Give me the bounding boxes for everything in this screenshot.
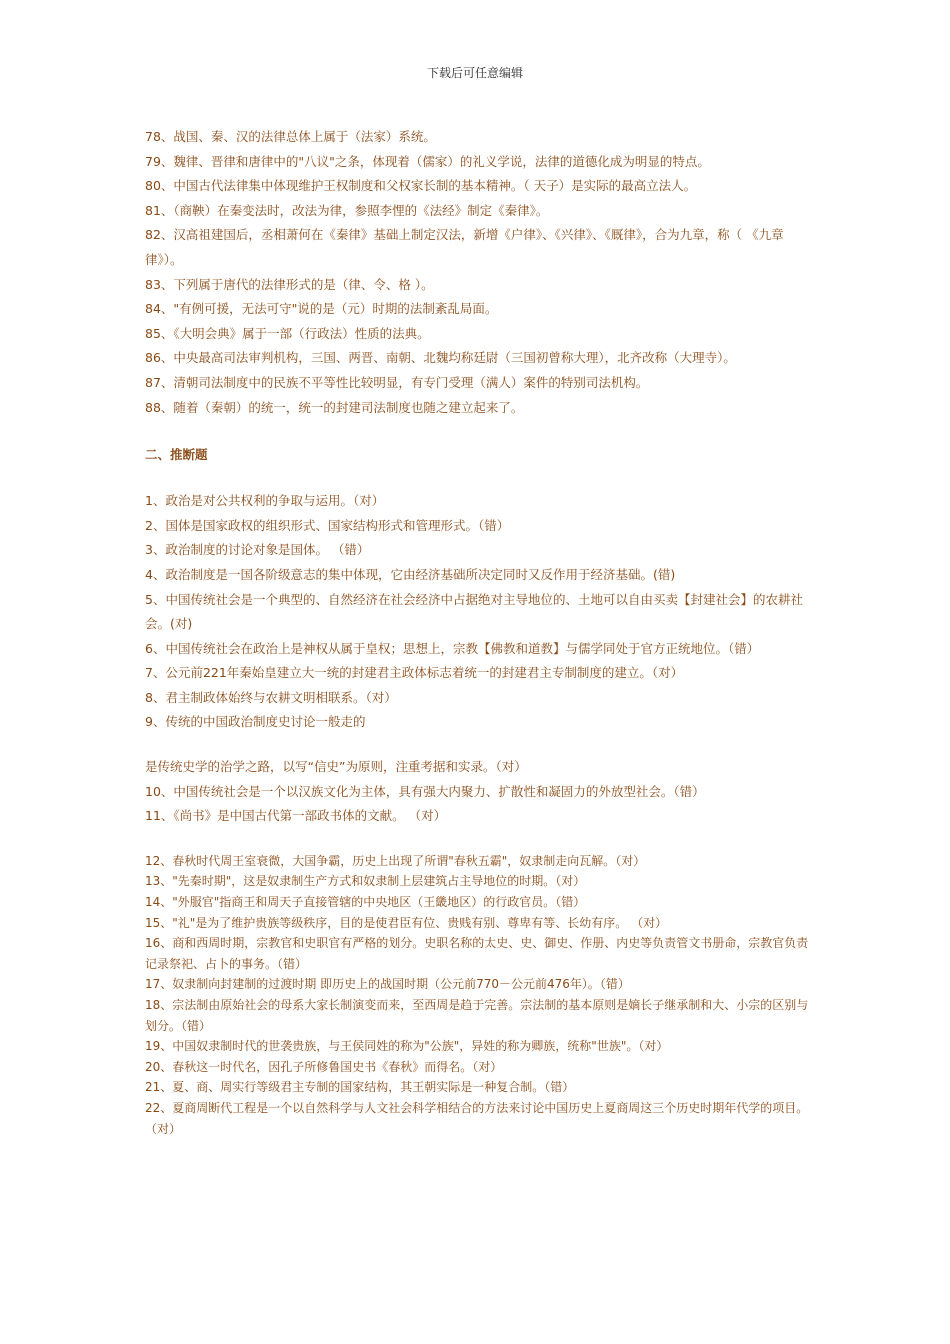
- section-title: 二、推断题: [145, 447, 208, 463]
- judgment-item-3: 3、政治制度的讨论对象是国体。 （错）: [145, 542, 370, 558]
- answer-item-88: 88、随着（秦朝）的统一，统一的封建司法制度也随之建立起来了。: [145, 399, 524, 415]
- answer-item-83: 83、下列属于唐代的法律形式的是（律、令、格 ）。: [145, 276, 434, 292]
- judgment-item-18: 18、宗法制由原始社会的母系大家长制演变而来，至西周是趋于完善。宗法制的基本原则是嫡长子继承制和大、小宗的区别与划分。（错）: [145, 998, 809, 1033]
- judgment-item-1: 1、政治是对公共权利的争取与运用。（对）: [145, 493, 385, 509]
- judgment-item-5: 5、中国传统社会是一个典型的、自然经济在社会经济中占据绝对主导地位的、土地可以自由买卖【封建社会】的农耕社会。(对): [145, 591, 803, 632]
- judgment-item-14: 14、"外服官"指商王和周天子直接管辖的中央地区（王畿地区）的行政官员。（错）: [145, 895, 586, 910]
- judgment-item-21: 21、夏、商、周实行等级君主专制的国家结构，其王朝实际是一种复合制。（错）: [145, 1080, 575, 1095]
- judgment-item-7: 7、公元前221年秦始皇建立大一统的封建君主政体标志着统一的封建君主专制制度的建立。（对）: [145, 665, 684, 681]
- judgment-item-2: 2、国体是国家政权的组织形式、国家结构形式和管理形式。（错）: [145, 517, 510, 533]
- answer-item-86: 86、中央最高司法审判机构，三国、两晋、南朝、北魏均称廷尉（三国初曾称大理），北齐改称（大理寺）。: [145, 350, 736, 366]
- answer-item-80: 80、中国古代法律集中体现维护王权制度和父权家长制的基本精神。（ 天子）是实际的最高立法人。: [145, 178, 697, 194]
- paragraph-gap: [145, 735, 817, 755]
- judgment-answers-b: [145, 755, 817, 829]
- judgment-item-16: 16、商和西周时期，宗教官和史职官有严格的划分。史职名称的太史、史、御史、作册、内史等负责管文书册命，宗教官负责记录祭祀、占卜的事务。（错）: [145, 936, 809, 971]
- answer-item-81: 81、（商鞅）在秦变法时，改法为律，参照李悝的《法经》制定《秦律》。: [145, 202, 549, 218]
- answer-item-84: 84、"有例可援，无法可守"说的是（元）时期的法制紊乱局面。: [145, 301, 498, 317]
- judgment-answers-a: [145, 489, 817, 735]
- answer-item-78: 78、战国、秦、汉的法律总体上属于（法家）系统。: [145, 129, 436, 144]
- answer-item-85: 85、《大明会典》属于一部（行政法）性质的法典。: [145, 325, 430, 341]
- judgment-item-9-cont: 是传统史学的治学之路，以写“信史”为原则，注重考据和实录。（对）: [145, 759, 527, 775]
- judgment-item-13: 13、"先秦时期"，这是奴隶制生产方式和奴隶制上层建筑占主导地位的时期。（对）: [145, 874, 586, 889]
- judgment-item-11: 11、《尚书》是中国古代第一部政书体的文献。 （对）: [145, 808, 447, 824]
- paragraph-gap: [145, 829, 817, 851]
- judgment-item-17: 17、奴隶制向封建制的过渡时期 即历史上的战国时期（公元前770－公元前476年）。（错）: [145, 977, 630, 992]
- judgment-item-22: 22、夏商周断代工程是一个以自然科学与人文社会科学相结合的方法来讨论中国历史上夏商周这三个历史时期年代学的项目。（对）: [145, 1100, 809, 1136]
- judgment-item-20: 20、春秋这一时代名，因孔子所修鲁国史书《春秋》而得名。（对）: [145, 1059, 503, 1074]
- judgment-item-8: 8、君主制政体始终与农耕文明相联系。（对）: [145, 689, 397, 705]
- judgment-item-10: 10、中国传统社会是一个以汉族文化为主体，具有强大内聚力、扩散性和凝固力的外放型社会。（错）: [145, 783, 705, 799]
- judgment-item-4: 4、政治制度是一国各阶级意志的集中体现，它由经济基础所决定同时又反作用于经济基础。(错): [145, 566, 676, 582]
- judgment-answers-c: [145, 851, 817, 1139]
- judgment-item-12: 12、春秋时代周王室衰微，大国争霸，历史上出现了所谓"春秋五霸"，奴隶制走向瓦解。（对）: [145, 853, 646, 868]
- judgment-item-6: 6、中国传统社会在政治上是神权从属于皇权；思想上，宗教【佛教和道教】与儒学同处于官方正统地位。（错）: [145, 640, 760, 656]
- fill-blank-answers: [145, 125, 817, 420]
- page-header: 下载后可任意编辑: [426, 66, 523, 80]
- judgment-item-19: 19、中国奴隶制时代的世袭贵族，与王侯同姓的称为"公族"，异姓的称为卿族，统称"世族"。（对）: [145, 1039, 669, 1054]
- answer-item-79: 79、魏律、晋律和唐律中的"八议"之条，体现着（儒家）的礼义学说，法律的道德化成为明显的特点。: [145, 153, 710, 169]
- answer-item-82: 82、汉高祖建国后，丞相萧何在《秦律》基础上制定汉法，新增《户律》、《兴律》、《厩律》，合为九章，称（ 《九章律》）。: [145, 227, 784, 267]
- judgment-item-15: 15、"礼"是为了维护贵族等级秩序，目的是使君臣有位、贵贱有别、尊卑有等、长幼有序。 （对）: [145, 915, 668, 930]
- answer-item-87: 87、清朝司法制度中的民族不平等性比较明显，有专门受理（满人）案件的特别司法机构。: [145, 374, 649, 390]
- judgment-item-9: 9、传统的中国政治制度史讨论一般走的: [145, 714, 366, 730]
- document-body: [145, 125, 817, 1139]
